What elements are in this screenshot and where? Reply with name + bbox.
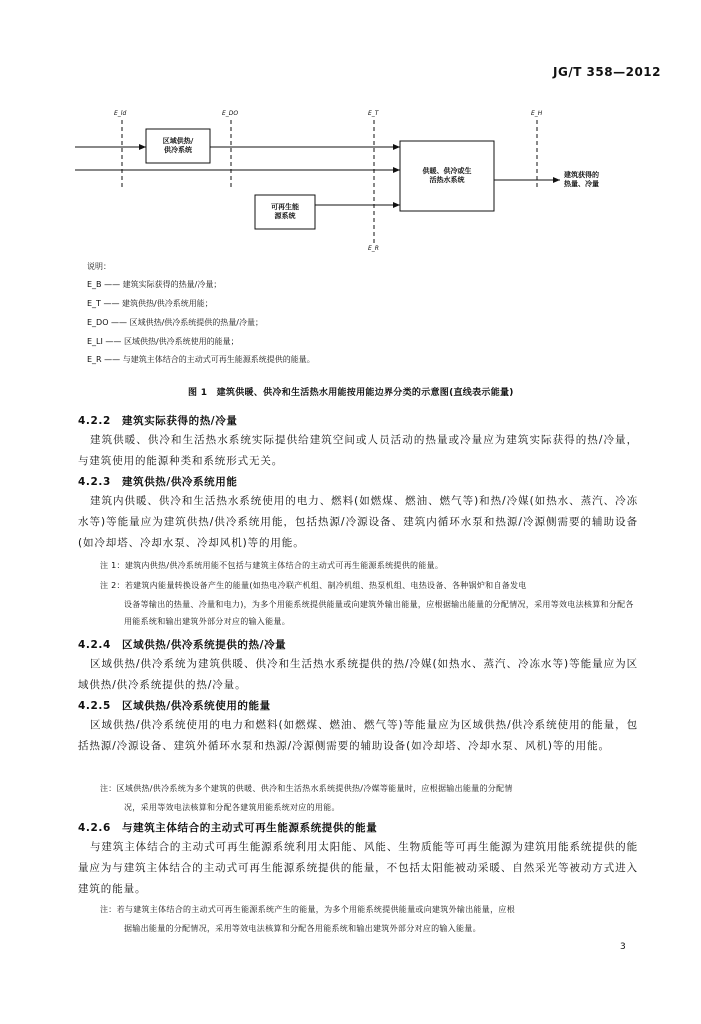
legend-item: E_LI —— 区域供热/供冷系统使用的能量； [87,337,239,346]
renewable-box-label: 可再生能 源系统 [271,203,299,220]
note-4-2-3-2: 注 2：若建筑内能量转换设备产生的能量(如热电冷联产机组、制冷机组、热泵机组、电热设备、各种锅炉和自备发电 [100,581,527,590]
note-4-2-3-2-cont: 设备等输出的热量、冷量和电力)，为多个用能系统提供能量或向建筑外输出能量，应根据输出能量的分配情况，采用等效电法核算和分配各用能系统和输出建筑外部分对应的输入能量。 [124,600,634,626]
legend-item: E_T —— 建筑供热/供冷系统用能； [87,299,213,308]
label-eld: E_ld [114,110,127,117]
section-paragraph-4-2-6: 与建筑主体结合的主动式可再生能源系统利用太阳能、风能、生物质能等可再生能源为建筑用能系统提供的能量应为与建筑主体结合的主动式可再生能源系统提供的能量，不包括太阳能被动采暖、自然采光等被动方式进入建筑的能量。 [78,841,638,895]
section-heading-4-2-4: 4.2.4 区域供热/供冷系统提供的热/冷量 [78,639,287,651]
section-paragraph-4-2-2: 建筑供暖、供冷和生活热水系统实际提供给建筑空间或人员活动的热量或冷量应为建筑实际获得的热/冷量，与建筑使用的能源种类和系统形式无关。 [78,434,638,467]
label-eh: E_H [531,110,543,117]
label-er: E_R [368,245,379,252]
legend-item: E_DO —— 区域供热/供冷系统提供的热量/冷量； [87,318,263,327]
page-number: 3 [620,942,626,952]
section-paragraph-4-2-4: 区域供热/供冷系统为建筑供暖、供冷和生活热水系统提供的热/冷媒(如热水、蒸汽、冷冻水等)等能量应为区域供热/供冷系统提供的热/冷量。 [78,658,638,691]
note-4-2-6: 注：若与建筑主体结合的主动式可再生能源系统产生的能量，为多个用能系统提供能量或向建筑外输出能量，应根 [100,905,515,914]
note-4-2-3-1: 注 1：建筑内供热/供冷系统用能不包括与建筑主体结合的主动式可再生能源系统提供的能量。 [100,561,444,570]
main-system-box-label: 供暖、供冷或生 活热水系统 [422,167,472,184]
legend-item: E_R —— 与建筑主体结合的主动式可再生能源系统提供的能量。 [87,355,315,364]
section-heading-4-2-5: 4.2.5 区域供热/供冷系统使用的能量 [78,700,271,712]
note-4-2-6-cont: 据输出能量的分配情况，采用等效电法核算和分配各用能系统和输出建筑外部分对应的输入能量。 [124,924,481,933]
section-heading-4-2-3: 4.2.3 建筑供热/供冷系统用能 [78,476,238,488]
legend-item: E_B —— 建筑实际获得的热量/冷量； [87,280,222,289]
district-box-label: 区域供热/ 供冷系统 [162,137,194,154]
label-et: E_T [368,110,379,117]
legend-title: 说明： [87,262,111,271]
energy-boundary-diagram [0,0,701,270]
output-label: 建筑获得的 热量、冷量 [564,171,599,188]
note-4-2-5-cont: 况，采用等效电法核算和分配各建筑用能系统对应的用能。 [124,803,340,812]
section-heading-4-2-6: 4.2.6 与建筑主体结合的主动式可再生能源系统提供的能量 [78,822,378,834]
section-heading-4-2-2: 4.2.2 建筑实际获得的热/冷量 [78,415,238,427]
standard-code: JG/T 358—2012 [553,65,662,79]
note-4-2-5: 注：区域供热/供冷系统为多个建筑的供暖、供冷和生活热水系统提供热/冷媒等能量时，应根据输出能量的分配情 [100,784,513,793]
figure-caption: 图 1 建筑供暖、供冷和生活热水用能按用能边界分类的示意图(直线表示能量) [188,388,514,398]
section-paragraph-4-2-5: 区域供热/供冷系统使用的电力和燃料(如燃煤、燃油、燃气等)等能量应为区域供热/供冷系统使用的能量，包括热源/冷源设备、建筑外循环水泵和热源/冷源侧需要的辅助设备(如冷却塔、冷却水泵、风机)等的用能。 [78,719,638,752]
section-paragraph-4-2-3: 建筑内供暖、供冷和生活热水系统使用的电力、燃料(如燃煤、燃油、燃气等)和热/冷媒(如热水、蒸汽、冷冻水等)等能量应为建筑供热/供冷系统用能，包括热源/冷源设备、建筑内循环水泵和热源/冷源侧需要的辅助设备(如冷却塔、冷却水泵、冷却风机)等的用能。 [78,495,638,549]
label-edo: E_DO [222,110,239,117]
